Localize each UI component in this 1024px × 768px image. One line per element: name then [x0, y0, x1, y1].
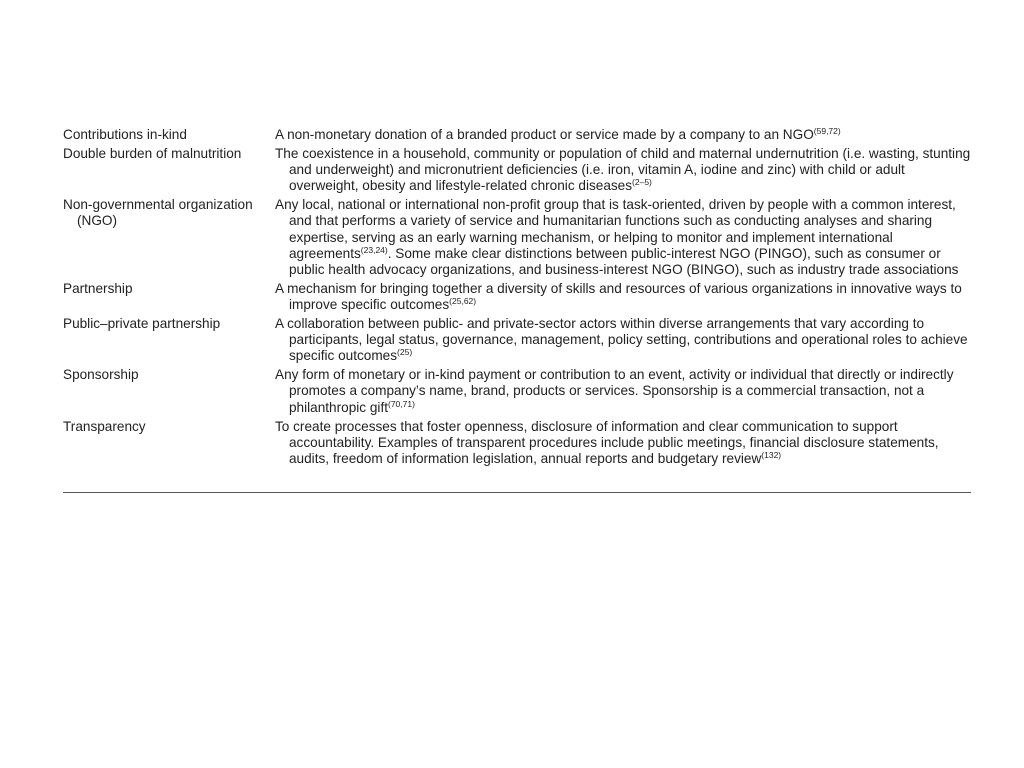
- glossary-definition: [275, 367, 971, 415]
- definition-text: To create processes that foster openness, disclosure of information and clear communication to support accountability. Examples of transparent procedures include public meetings, financial disclosure statements, audits, freedom of information legislation, annual reports and budgetary review: [275, 418, 939, 466]
- glossary-term: Contributions in-kind: [63, 127, 187, 142]
- glossary-row-transparency: [63, 419, 971, 467]
- definition-text: The coexistence in a household, community or population of child and maternal undernutrition (i.e. wasting, stunting and underweight) and micronutrient deficiencies (i.e. iron, vitamin A, iodine and zinc) with child or adult overweight, obesity and lifestyle-related chronic diseases: [275, 146, 971, 194]
- glossary-term: Double burden of malnutrition: [63, 146, 242, 162]
- reference-citation: (59,72): [813, 126, 841, 136]
- glossary-definition: [275, 197, 971, 277]
- glossary-table: [63, 127, 971, 470]
- definition-text: A collaboration between public- and private-sector actors within diverse arrangements that vary according to participants, legal status, governance, management, policy setting, contributions and operational roles to achieve specific outcomes: [275, 316, 968, 364]
- table-bottom-rule: [63, 492, 971, 493]
- glossary-definition: [275, 419, 971, 467]
- glossary-row-public-private-partnership: [63, 316, 971, 364]
- glossary-definition: [275, 281, 971, 313]
- glossary-term: Partnership: [63, 280, 133, 296]
- definition-text: Any local, national or international non-profit group that is task-oriented, driven by people with a common interest, and that performs a variety of service and humanitarian functions such as conducting analyses and sharing expertise, serving as an early warning mechanism, or helping to monitor and implement international agreements: [275, 197, 956, 261]
- reference-citation: (132): [761, 449, 782, 460]
- definition-text: Any form of monetary or in-kind payment or contribution to an event, activity or individual that directly or indirectly promotes a company’s name, brand, products or services. Sponsorship is a commercial transaction, not a philanthropic gift: [275, 367, 954, 415]
- reference-citation: (23,24): [360, 244, 388, 255]
- glossary-row-sponsorship: [63, 367, 971, 415]
- definition-text: A non-monetary donation of a branded product or service made by a company to an NGO: [275, 127, 814, 142]
- glossary-row-partnership: [63, 281, 971, 313]
- glossary-definition: [275, 316, 971, 364]
- glossary-definition: [275, 127, 971, 143]
- reference-citation: (25): [397, 347, 413, 358]
- glossary-definition: [275, 146, 971, 194]
- glossary-term: Public–private partnership: [63, 316, 221, 332]
- reference-citation: (25,62): [449, 295, 477, 306]
- glossary-term: Non-governmental organization (NGO): [63, 197, 253, 229]
- glossary-term: Transparency: [63, 418, 146, 434]
- reference-citation: (70,71): [388, 398, 415, 409]
- definition-text: A mechanism for bringing together a diversity of skills and resources of various organizations in innovative ways to improve specific outcomes: [275, 280, 962, 312]
- glossary-row-double-burden-of-malnutrition: [63, 146, 971, 194]
- glossary-row-ngo: [63, 197, 971, 277]
- definition-text-continued: . Some make clear distinctions between public-interest NGO (PINGO), such as consumer or public health advocacy organizations, and business-interest NGO (BINGO), such as industry trade associations: [289, 245, 959, 277]
- glossary-row-contributions-in-kind: [63, 127, 971, 143]
- reference-citation: (2–5): [632, 177, 652, 188]
- glossary-term: Sponsorship: [63, 367, 139, 383]
